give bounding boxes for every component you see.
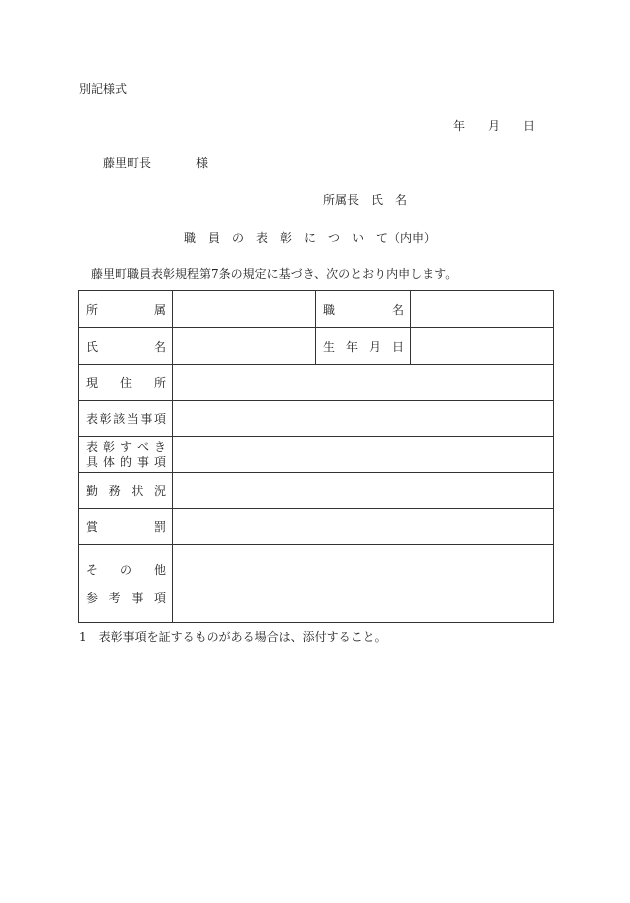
note-text: 1 表彰事項を証するものがある場合は、添付すること。	[79, 630, 387, 644]
intro-text: 藤里町職員表彰規程第7条の規定に基づき、次のとおり内申します。	[91, 267, 458, 281]
date-day: 日	[523, 119, 536, 133]
table-row	[79, 328, 554, 365]
date-month: 月	[488, 119, 501, 133]
label-text: 生 年 月 日	[323, 339, 404, 354]
award-item-value[interactable]	[173, 401, 554, 437]
affiliation-value[interactable]	[173, 291, 316, 328]
work-status-value[interactable]	[173, 473, 554, 509]
addressee-name: 藤里町長	[103, 156, 152, 170]
other-reference-value[interactable]	[173, 545, 554, 623]
label-text: 現 住 所	[86, 376, 166, 390]
table-row	[79, 545, 554, 623]
label-text: 所 属	[86, 302, 166, 317]
label-text: 表 彰 す べ き	[86, 439, 166, 454]
affiliation-label	[79, 291, 173, 328]
birthdate-label	[316, 328, 411, 365]
specific-matters-value[interactable]	[173, 437, 554, 473]
rewards-penalties-label	[79, 509, 173, 545]
table-row	[79, 401, 554, 437]
table-row	[79, 473, 554, 509]
sender-line: 所属長 氏 名	[323, 193, 408, 207]
rewards-penalties-value[interactable]	[173, 509, 554, 545]
document-title: 職 員 の 表 彰 に つ い て（内申）	[184, 231, 437, 245]
name-label	[79, 328, 173, 365]
table-row	[79, 437, 554, 473]
specific-matters-label	[79, 437, 173, 473]
nomination-form-table	[78, 290, 554, 623]
form-label: 別記様式	[79, 82, 128, 96]
label-text: 表 彰 該 当 事 項	[86, 412, 166, 426]
label-text: そ の 他	[86, 562, 166, 577]
label-text: 職 名	[323, 302, 404, 317]
other-reference-label	[79, 545, 173, 623]
label-text: 参 考 事 項	[86, 590, 166, 605]
table-row	[79, 365, 554, 401]
address-value[interactable]	[173, 365, 554, 401]
table-row	[79, 291, 554, 328]
label-text: 勤 務 状 況	[86, 484, 166, 498]
address-label	[79, 365, 173, 401]
work-status-label	[79, 473, 173, 509]
award-item-label	[79, 401, 173, 437]
label-text: 賞 罰	[86, 520, 166, 534]
position-value[interactable]	[411, 291, 554, 328]
name-value[interactable]	[173, 328, 316, 365]
position-label	[316, 291, 411, 328]
table-row	[79, 509, 554, 545]
label-text: 氏 名	[86, 339, 166, 354]
addressee-honorific: 様	[196, 156, 209, 170]
label-text: 具 体 的 事 項	[86, 454, 166, 469]
birthdate-value[interactable]	[411, 328, 554, 365]
date-year: 年	[453, 119, 466, 133]
